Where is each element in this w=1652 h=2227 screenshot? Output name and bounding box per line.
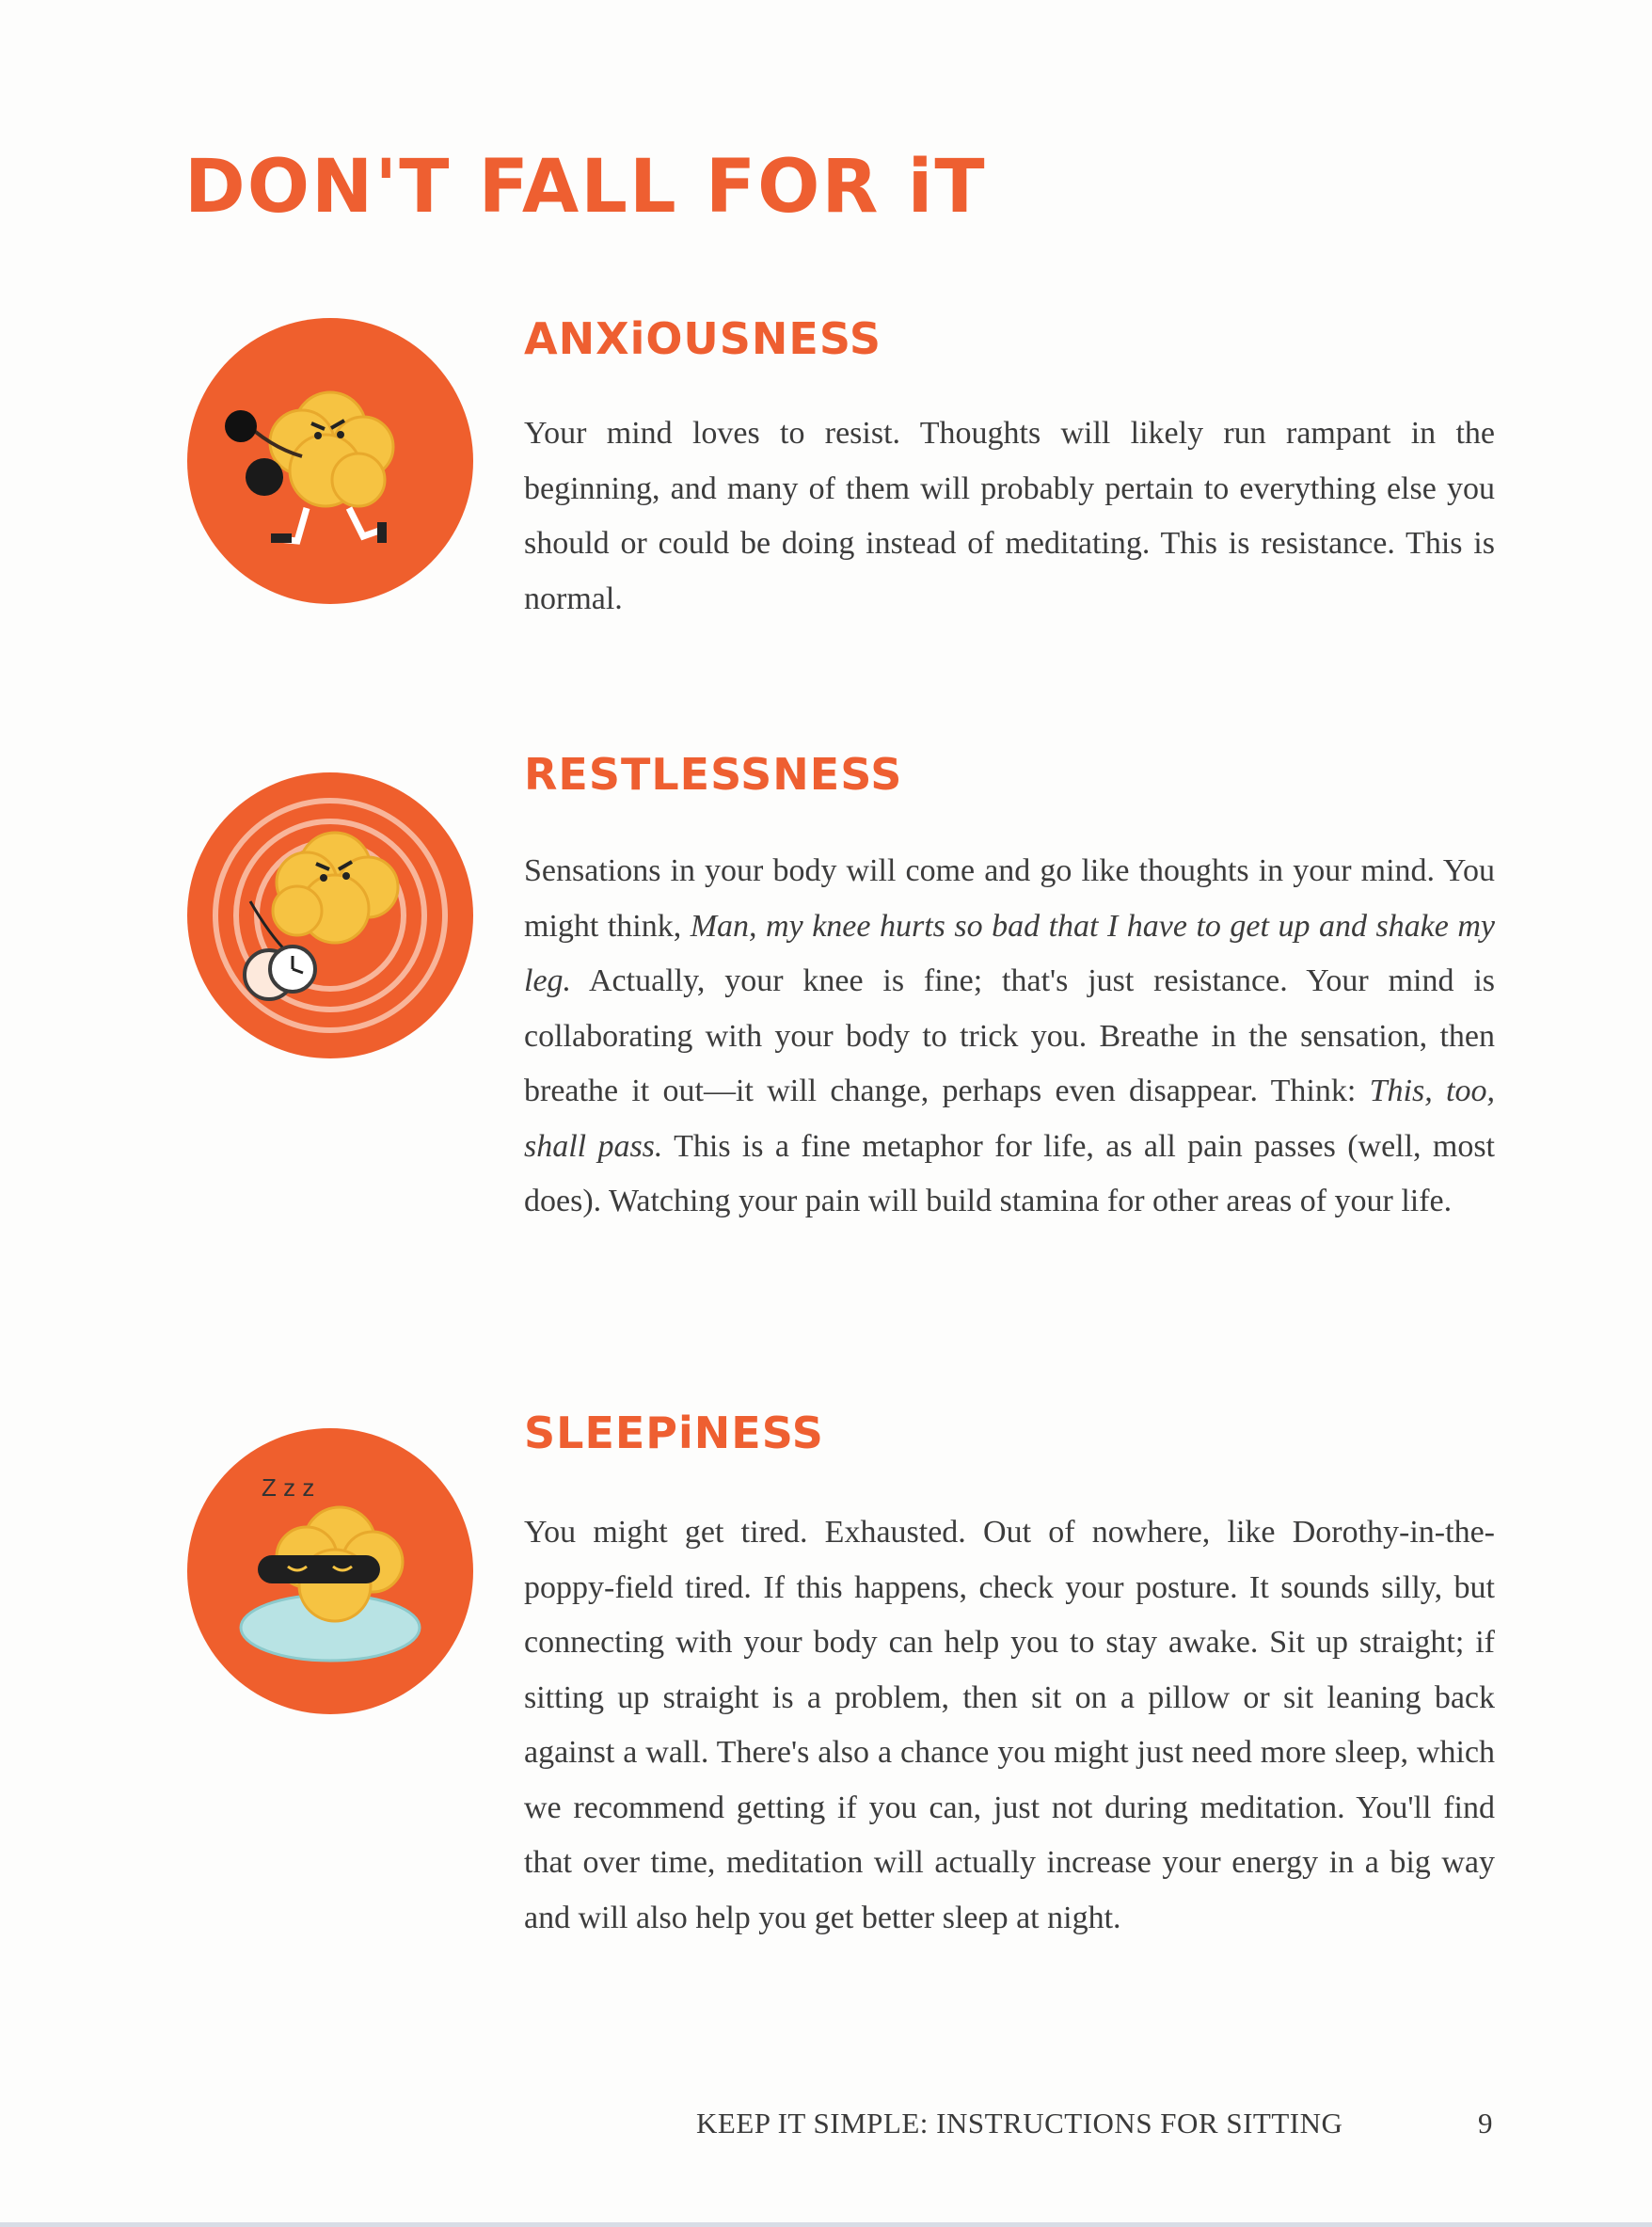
brain-with-pocket-watch-icon [184, 770, 476, 1061]
zzz-text: Z z z [262, 1473, 315, 1502]
section-heading-sleepiness: SLEEPiNESS [524, 1408, 824, 1458]
sleeping-brain-with-eye-mask-icon [184, 1425, 476, 1717]
sleepiness-paragraph: You might get tired. Exhausted. Out of nowhere, like Dorothy-in-the-poppy-field tired. If this happens, check your posture. It sounds silly, but connecting with your body can help you to stay awake. Sit up straight; if sitting up straight is a problem, then sit on a pillow or sit leaning back against a wall. There's also a chance you might just need more sleep, which we recommend getting if you can, just not during meditation. You'll find that over time, meditation will actually increase your energy in a big way and will also help you get better sleep at night. [524, 1515, 1495, 1935]
anxiousness-paragraph: Your mind loves to resist. Thoughts will likely run rampant in the beginning, and many of them will probably pertain to everything else you should or could be doing instead of meditating. This is resistance. This is normal. [524, 416, 1495, 616]
restlessness-paragraph: Sensations in your body will come and go like thoughts in your mind. You might think, Man, my knee hurts so bad that I have to get up and shake my leg. Actually, your knee is fine; that's just resistance. Your mind is collaborating with your body to trick you. Breathe in the sensation, then breathe it out—it will change, perhaps even disappear. Think: This, too, shall pass. This is a fine metaphor for life, as all pain passes (well, most does). Watching your pain will build stamina for other areas of your life. [524, 853, 1495, 1218]
page-title: DON'T FALL FOR iT [184, 145, 987, 230]
page-edge-divider [0, 2222, 1652, 2227]
section-heading-anxiousness: ANXiOUSNESS [524, 313, 882, 364]
running-footer: KEEP IT SIMPLE: INSTRUCTIONS FOR SITTING [696, 2107, 1343, 2140]
section-heading-restlessness: RESTLESSNESS [524, 749, 903, 800]
brain-with-ball-and-chain-icon [184, 315, 476, 607]
page-number: 9 [1478, 2107, 1493, 2140]
